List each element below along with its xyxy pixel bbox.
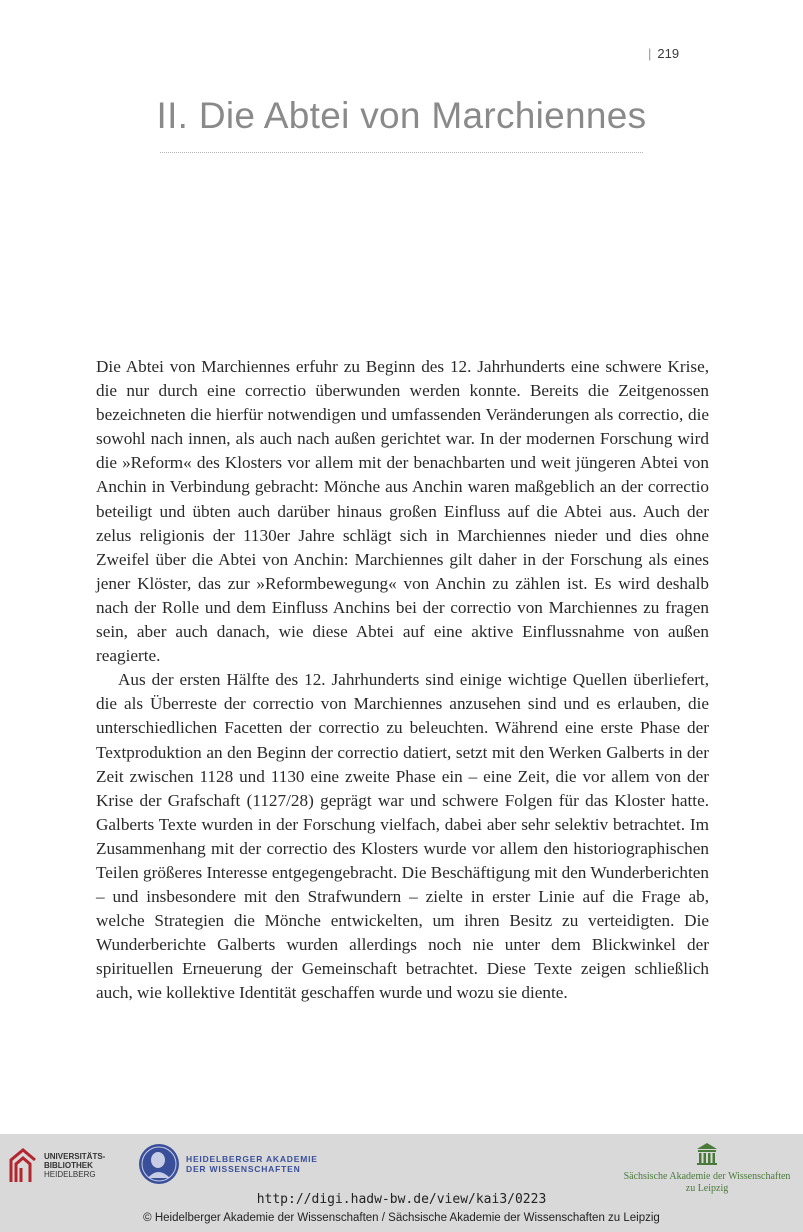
footer-bar	[0, 1134, 803, 1232]
ub-heidelberg-logo[interactable]	[8, 1146, 105, 1184]
university-library-logo-icon	[8, 1146, 38, 1184]
ub-logo-line1: UNIVERSITÄTS-	[44, 1151, 106, 1161]
paragraph-1: Die Abtei von Marchiennes erfuhr zu Beginn des 12. Jahrhunderts eine schwere Krise, die nur durch eine correctio überwunden werden konnte. Bereits die Zeitgenossen bezeichneten die hierfür notwendigen und umfassenden Veränderungen als correctio, die sowohl nach innen, als auch nach außen gerichtet war. In der modernen Forschung wird die »Reform« des Klosters vor allem mit der benachbarten und weit jüngeren Abtei von Anchin in Verbindung gebracht: Mönche aus Anchin waren maßgeblich an der correctio beteiligt und übten auch darüber hinaus großen Einfluss auf die Abtei aus. Auch der zelus religionis der 1130er Jahre schlägt sich in Marchiennes nieder und dies ohne Zweifel über die Abtei von Anchin: Marchiennes gilt daher in der Forschung als eines jener Klöster, das zur »Reformbewegung« von Anchin zu zählen ist. Es wird deshalb nach der Rolle und dem Einfluss Anchins bei der correctio von Marchiennes zu fragen sein, aber auch danach, wie diese Abtei auf eine aktive Einflussnahme von außen reagierte.	[96, 357, 709, 666]
saw-leipzig-logo[interactable]	[612, 1142, 802, 1195]
permalink-url[interactable]: http://digi.hadw-bw.de/view/kai3/0223	[256, 1192, 547, 1207]
ub-logo-line2: BIBLIOTHEK	[44, 1160, 93, 1170]
page-number-separator: |	[648, 46, 652, 61]
page-number	[648, 46, 679, 61]
copyright-notice: © Heidelberger Akademie der Wissenschaften / Sächsische Akademie der Wissenschaften zu Leipzig	[143, 1212, 660, 1224]
body-text	[96, 355, 709, 1006]
saw-logo-line1: Sächsische Akademie der Wissenschaften	[623, 1171, 791, 1182]
saxon-academy-building-icon	[696, 1142, 718, 1166]
hadw-logo-text	[186, 1154, 318, 1174]
title-divider	[160, 152, 643, 153]
page-number-value: 219	[657, 46, 680, 61]
academy-seal-icon	[138, 1142, 180, 1186]
ub-logo-line3: HEIDELBERG	[44, 1169, 96, 1179]
chapter-title: II. Die Abtei von Marchiennes	[156, 95, 647, 136]
saw-logo-line2: zu Leipzig	[685, 1183, 729, 1194]
hadw-logo[interactable]	[138, 1142, 318, 1186]
paragraph-2: Aus der ersten Hälfte des 12. Jahrhunderts sind einige wichtige Quellen überliefert, die als Überreste der correctio von Marchiennes anzusehen sind und es erlauben, die unterschiedlichen Facetten der correctio zu beleuchten. Während eine erste Phase der Textproduktion an den Beginn der correctio datiert, setzt mit den Werken Galberts in der Zeit zwischen 1128 und 1130 eine zweite Phase ein – eine Zeit, die vor allem von der Krise der Grafschaft (1127/28) geprägt war und schwere Folgen für das Kloster hatte. Galberts Texte wurden in der Forschung vielfach, dabei aber sehr selektiv betrachtet. Im Zusammenhang mit der correctio des Klosters wurde vor allem den historiographischen Teilen größeres Interesse entgegengebracht. Die Beschäftigung mit den Wunderberichten – und insbesondere mit den Strafwundern – zielte in erster Linie auf die Frage ab, welche Strategien die Mönche entwickelten, um ihren Besitz zu verteidigten. Die Wunderberichte Galberts wurden allerdings noch nie unter dem Blickwinkel der spirituellen Erneuerung der Gemeinschaft betrachtet. Diese Texte zeigen schließlich auch, wie kollektive Identität geschaffen wurde und wozu sie diente.	[96, 670, 709, 1003]
hadw-logo-line2: DER WISSENSCHAFTEN	[186, 1164, 301, 1174]
hadw-logo-line1: HEIDELBERGER AKADEMIE	[186, 1154, 318, 1164]
ub-logo-text	[44, 1152, 105, 1179]
